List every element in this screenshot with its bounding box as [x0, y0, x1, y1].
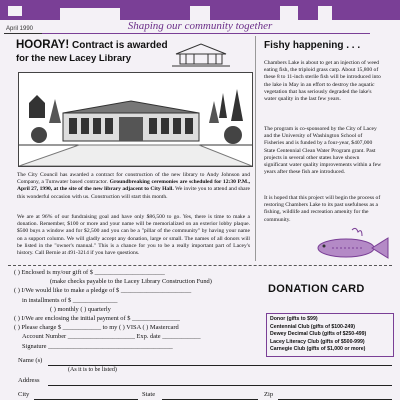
article-headline	[16, 38, 168, 52]
sidebar-paragraph-2: The program is co-sponsored by the City of Lacey and the University of Washington School of Fisheries and is funded by a four-year, $407,000 State Centennial Clean Water Program grant. Past projects in several other states have shown significant water quality improvements within a few years after these fish are introduced.	[264, 126, 382, 176]
issue-date: April 1990	[6, 26, 34, 32]
library-sketch-small	[172, 40, 230, 68]
address-label: Address	[18, 377, 40, 384]
club-item: Dewey Decimal Club (gifts of $250-499)	[270, 331, 367, 338]
form-frequency[interactable]: ( ) monthly ( ) quarterly	[50, 305, 111, 313]
column-divider	[255, 36, 256, 261]
club-item: Carnegie Club (gifts of $1,000 or more)	[270, 346, 366, 353]
form-option-initial[interactable]: ( ) I/We are enclosing the initial payment of $ _______________	[14, 315, 180, 323]
sidebar-paragraph-1: Chambers Lake is about to get an injection of weed eating fish, the triploid grass carp. About 15,800 of these 8 to 11-inch sterile fish will be introduced into the lake in May in an effort to destroy the aquatic vegetation that has seriously degraded the lake's water quality in the last few years.	[264, 60, 381, 103]
article-headline-line2: for the new Lacey Library	[16, 53, 132, 64]
library-building-drawing	[19, 73, 252, 166]
form-option-gift[interactable]: ( ) Enclosed is my/our gift of $ ______________________	[14, 269, 165, 276]
club-item: Donor (gifts to $99)	[270, 316, 318, 322]
article-paragraph-1: The City Council has awarded a contract for construction of the new library to Andy Johnson and Company, a Tumwater based contractor. Groundbreaking ceremonies are scheduled for 12:30 P.M., April 27, 1990, at the site of the new library adjacent to City Hall. We invite you to attend and share this wonderful occasion with us. Construction will start this month.	[17, 172, 250, 200]
city-label: City	[18, 391, 30, 398]
donor-clubs-box	[266, 313, 394, 357]
club-item: Lacey Literacy Club (gifts of $500-999)	[270, 338, 365, 345]
fish-icon	[312, 226, 390, 266]
masthead-letter-shape	[60, 8, 120, 20]
zip-label: Zip	[264, 391, 274, 398]
name-listed-note: (As it is to be listed)	[68, 367, 117, 373]
state-label: State	[142, 391, 156, 398]
masthead-letter-shape	[318, 6, 332, 20]
date-rule	[4, 33, 42, 34]
address-input-line[interactable]	[48, 385, 392, 386]
masthead-letter-shape	[190, 6, 210, 20]
library-illustration	[18, 72, 253, 167]
form-option-pledge[interactable]: ( ) I/We would like to make a pledge of $ ______________________	[14, 287, 192, 295]
name-input-line[interactable]	[48, 365, 392, 366]
donation-card-title: DONATION CARD	[268, 283, 365, 295]
headline-text: Contract is awarded	[69, 40, 168, 51]
name-label: Name (s)	[18, 357, 43, 364]
masthead-banner	[0, 0, 400, 20]
form-check-note: (make checks payable to the Lacey Library Construction Fund)	[50, 278, 212, 286]
sidebar-heading: Fishy happening . . .	[264, 40, 361, 51]
card-cut-line	[8, 265, 392, 266]
form-account-number[interactable]: Account Number _____________________ Exp. date ____________	[22, 333, 201, 341]
sidebar-paragraph-3: It is hoped that this project will begin the process of restoring Chambers Lake to its past usefulness as a fishing, wildlife and recreation amenity for the community.	[264, 195, 381, 223]
tagline-rule	[40, 33, 370, 34]
masthead-tagline: Shaping our community together	[127, 20, 273, 32]
masthead-logo-shape	[8, 6, 22, 16]
masthead-letter-shape	[280, 6, 298, 20]
article-paragraph-2: We are at 96% of our fundraising goal and have only $86,500 to go. Yes, there is time to make a donation. Remember, $100 or more and your name will be memorialized on an exterior lobby plaque. $500 buys a window and for $2,500 and you can be a "pillar of the community" by having your name on a support column. We will gladly accept any donation, large or small. The names of all donors will be listed in the "owner's manual." This is a chance for you to be a really important part of Lacey's history. Call Bernie at 491-3214 if you have questions.	[17, 214, 250, 257]
donation-form	[14, 268, 264, 351]
headline-exclaim: HOORAY!	[16, 39, 70, 51]
form-installments[interactable]: in installments of $ ______________	[22, 296, 118, 304]
club-item: Centennial Club (gifts of $100-249)	[270, 323, 356, 330]
form-option-charge[interactable]: ( ) Please charge $ ____________ to my ( ) VISA ( ) Mastercard	[14, 324, 179, 332]
form-signature[interactable]: Signature _______________________________________	[22, 342, 173, 350]
